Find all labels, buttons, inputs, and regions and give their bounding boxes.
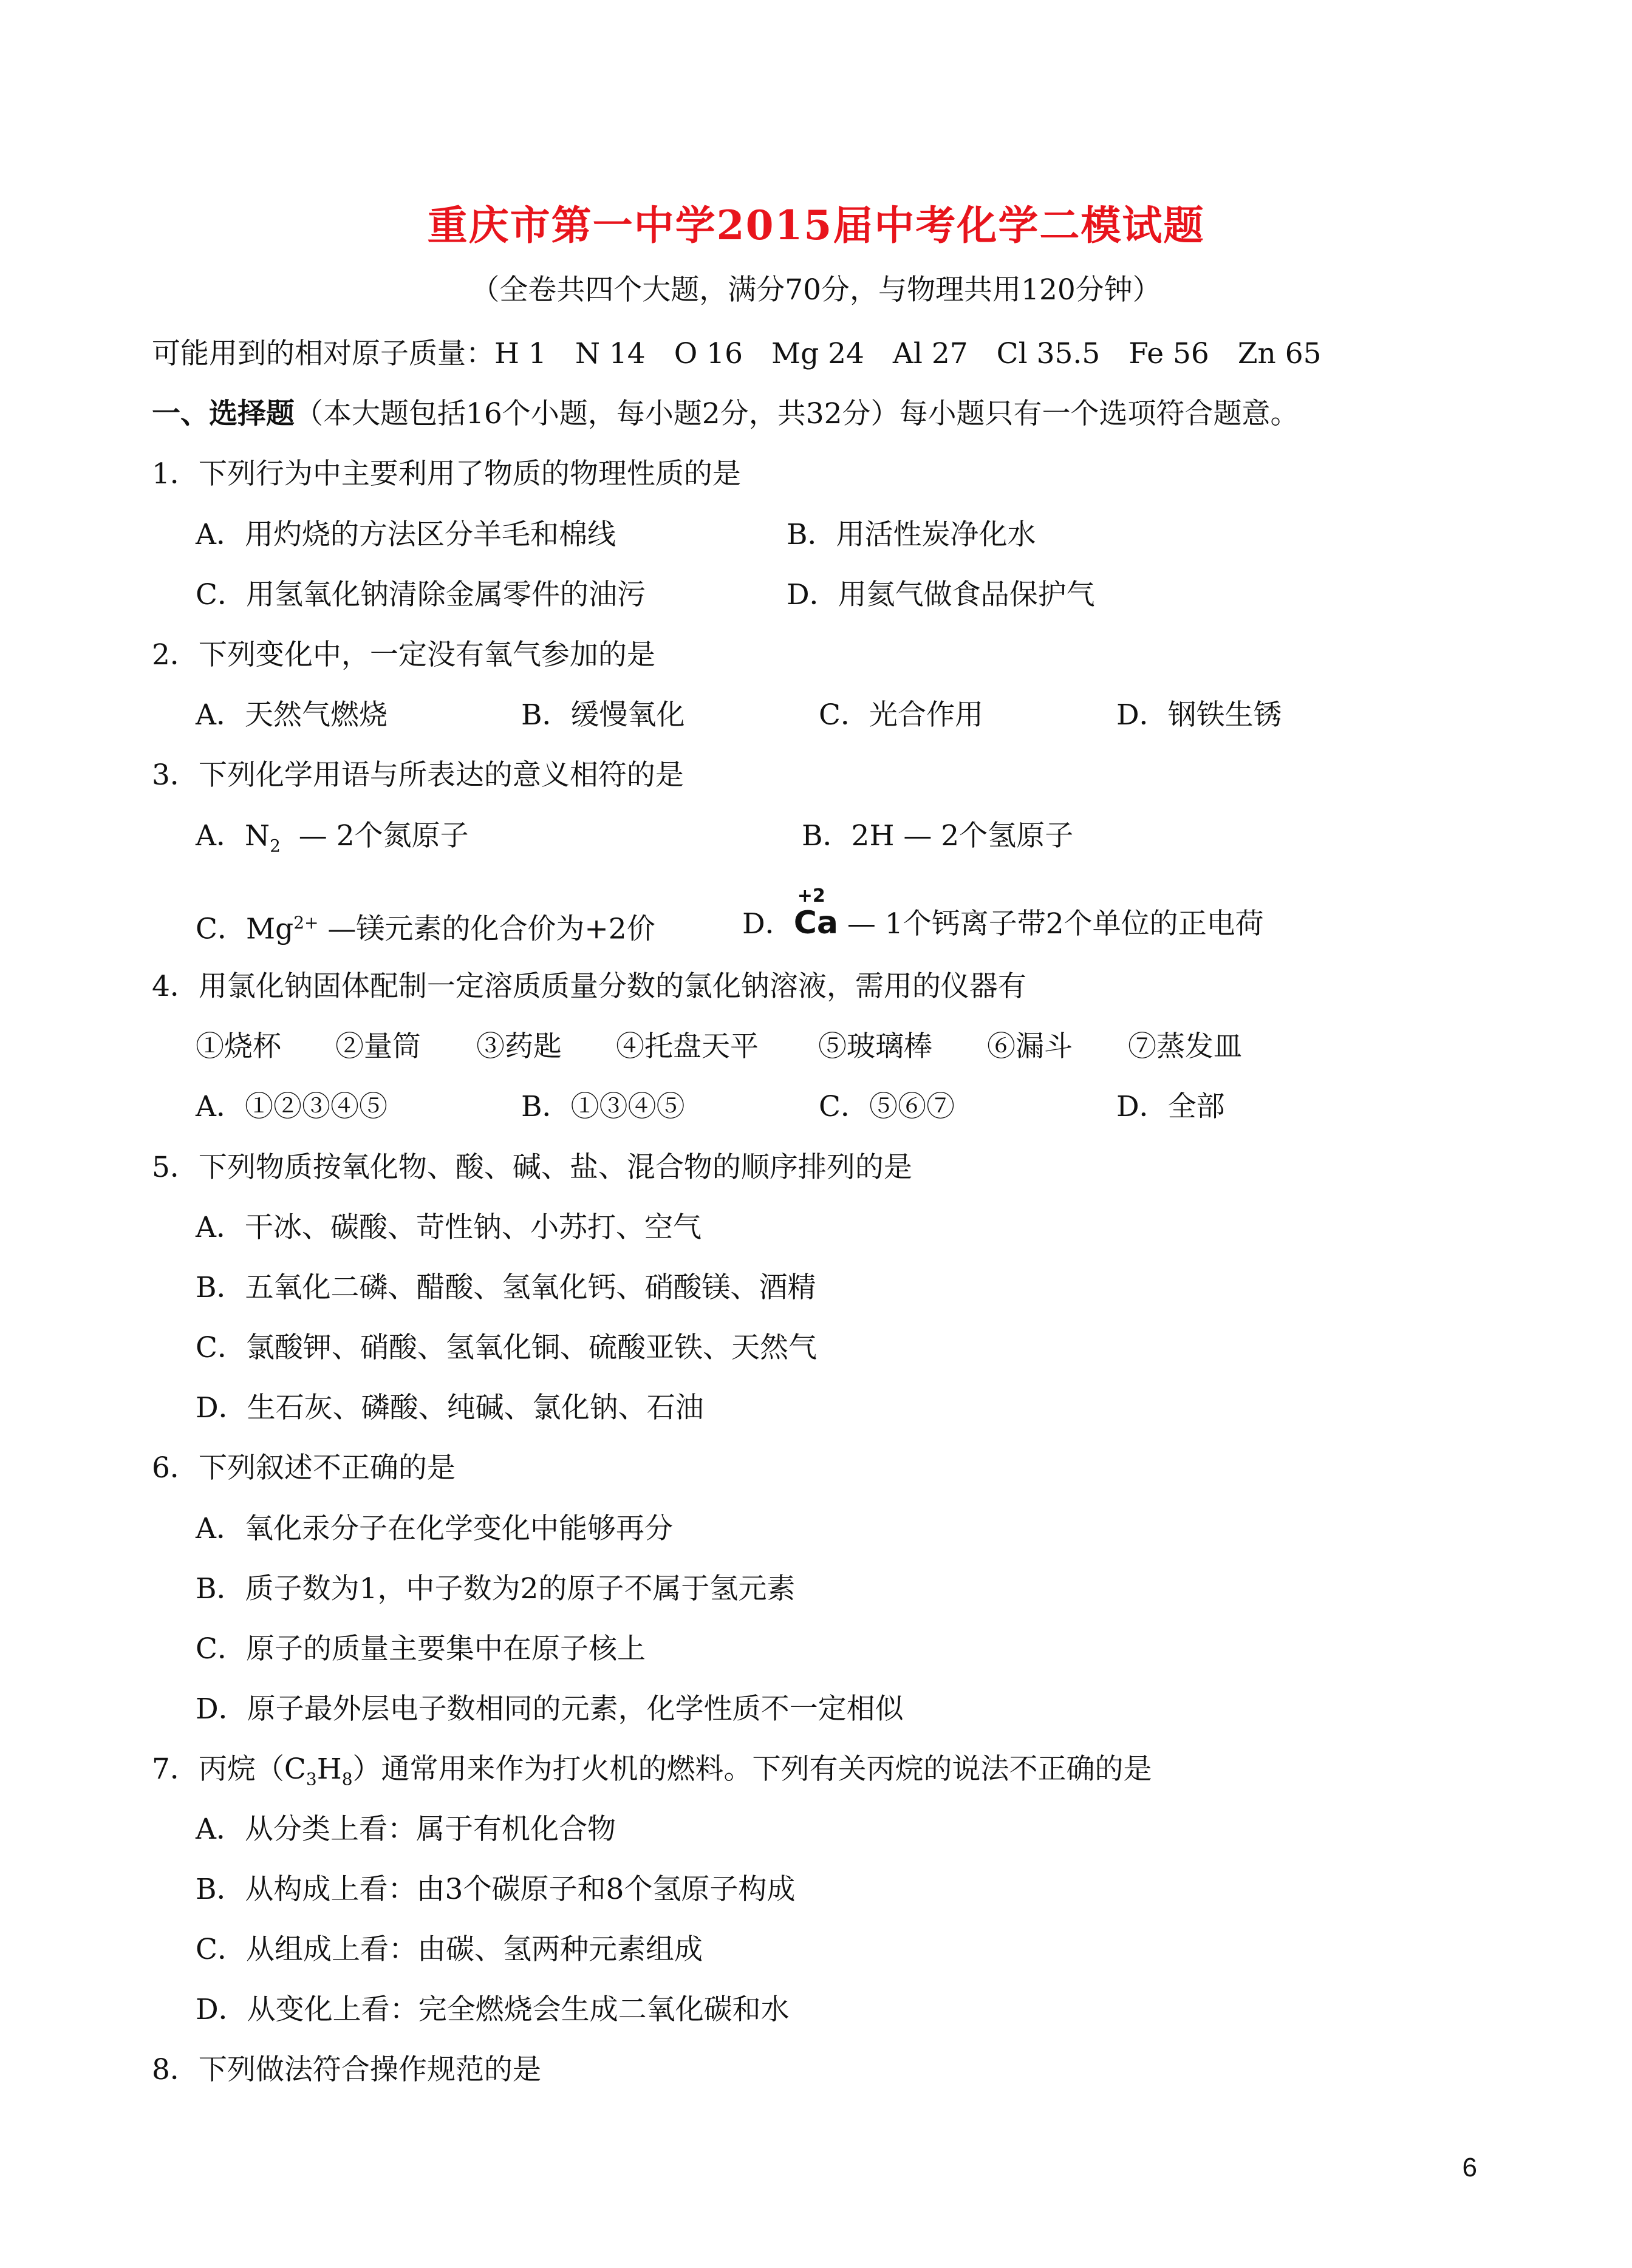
q7-stem-start: 7．丙烷（C bbox=[152, 1752, 306, 1786]
q2-option-d: D．钢铁生锈 bbox=[1116, 698, 1282, 732]
q5-option-c: C．氯酸钾、硝酸、氢氧化铜、硫酸亚铁、天然气 bbox=[196, 1331, 817, 1364]
q3-option-a bbox=[196, 818, 469, 864]
instrument-item: ⑤玻璃棒 bbox=[818, 1030, 932, 1063]
q3-d-label: D． bbox=[742, 907, 794, 941]
q7-option-b: B．从构成上看：由3个碳原子和8个氢原子构成 bbox=[196, 1873, 796, 1906]
instrument-item: ②量筒 bbox=[335, 1030, 421, 1063]
q1-option-b: B．用活性炭净化水 bbox=[787, 518, 1036, 551]
section1-heading: 一、选择题 bbox=[152, 397, 295, 431]
q7-stem-end: ）通常用来作为打火机的燃料。下列有关丙烷的说法不正确的是 bbox=[352, 1752, 1152, 1786]
q4-option-d: D．全部 bbox=[1116, 1090, 1225, 1123]
q7-option-a: A．从分类上看：属于有机化合物 bbox=[196, 1813, 616, 1846]
q2-option-c: C．光合作用 bbox=[819, 698, 983, 732]
instrument-item: ④托盘天平 bbox=[616, 1030, 759, 1063]
q7-option-d: D．从变化上看：完全燃烧会生成二氧化碳和水 bbox=[196, 1993, 790, 2026]
q5-stem: 5．下列物质按氧化物、酸、碱、盐、混合物的顺序排列的是 bbox=[152, 1151, 912, 1184]
q3-option-d bbox=[742, 885, 1264, 942]
calcium-symbol: Ca bbox=[793, 905, 838, 941]
q6-option-d: D．原子最外层电子数相同的元素，化学性质不一定相似 bbox=[196, 1692, 904, 1726]
q3-c-symbol: C．Mg bbox=[196, 912, 294, 946]
q3-c-meaning: —镁元素的化合价为+2价 bbox=[327, 912, 655, 946]
q3-a-subscript: 2 bbox=[270, 836, 281, 856]
q7-subscript-h: 8 bbox=[341, 1769, 353, 1790]
q6-stem: 6．下列叙述不正确的是 bbox=[152, 1451, 456, 1485]
section1-desc: （本大题包括16个小题，每小题2分，共32分）每小题只有一个选项符合题意。 bbox=[295, 397, 1299, 431]
q2-stem: 2．下列变化中，一定没有氧气参加的是 bbox=[152, 638, 655, 672]
q3-stem: 3．下列化学用语与所表达的意义相符的是 bbox=[152, 758, 684, 792]
exam-title: 重庆市第一中学2015届中考化学二模试题 bbox=[427, 202, 1205, 249]
valence-mark: +2 bbox=[797, 885, 825, 907]
q1-option-a: A．用灼烧的方法区分羊毛和棉线 bbox=[196, 518, 616, 551]
q3-option-b: B．2H — 2个氢原子 bbox=[802, 819, 1074, 853]
q4-option-a: A．①②③④⑤ bbox=[196, 1090, 388, 1123]
q1-option-c: C．用氢氧化钠清除金属零件的油污 bbox=[196, 578, 646, 611]
q8-stem: 8．下列做法符合操作规范的是 bbox=[152, 2053, 541, 2086]
q3-a-meaning: — 2个氮原子 bbox=[298, 819, 469, 853]
q7-stem-h: H bbox=[316, 1752, 342, 1786]
instrument-item: ⑥漏斗 bbox=[987, 1030, 1073, 1063]
instrument-item: ③药匙 bbox=[476, 1030, 562, 1063]
calcium-valence-symbol bbox=[793, 885, 838, 941]
q5-option-b: B．五氧化二磷、醋酸、氢氧化钙、硝酸镁、酒精 bbox=[196, 1271, 816, 1304]
q1-stem: 1．下列行为中主要利用了物质的物理性质的是 bbox=[152, 457, 741, 491]
q5-option-a: A．干冰、碳酸、苛性钠、小苏打、空气 bbox=[196, 1211, 702, 1244]
q7-stem bbox=[152, 1751, 1152, 1797]
q3-a-symbol: A．N bbox=[196, 819, 270, 853]
exam-subtitle: （全卷共四个大题，满分70分，与物理共用120分钟） bbox=[471, 273, 1161, 307]
q1-option-d: D．用氦气做食品保护气 bbox=[787, 578, 1095, 611]
q4-option-c: C．⑤⑥⑦ bbox=[819, 1090, 955, 1123]
page-number: 6 bbox=[1462, 2153, 1477, 2182]
section1-header bbox=[152, 396, 1299, 432]
q2-option-a: A．天然气燃烧 bbox=[196, 698, 388, 732]
q3-option-c bbox=[196, 905, 655, 948]
instrument-item: ①烧杯 bbox=[196, 1030, 281, 1063]
q7-option-c: C．从组成上看：由碳、氢两种元素组成 bbox=[196, 1933, 703, 1966]
q4-stem: 4．用氯化钠固体配制一定溶质质量分数的氯化钠溶液，需用的仪器有 bbox=[152, 970, 1026, 1003]
q6-option-b: B．质子数为1，中子数为2的原子不属于氢元素 bbox=[196, 1572, 796, 1606]
q5-option-d: D．生石灰、磷酸、纯碱、氯化钠、石油 bbox=[196, 1391, 704, 1425]
q6-option-c: C．原子的质量主要集中在原子核上 bbox=[196, 1632, 646, 1666]
instrument-item: ⑦蒸发皿 bbox=[1128, 1030, 1242, 1063]
q6-option-a: A．氧化汞分子在化学变化中能够再分 bbox=[196, 1512, 673, 1545]
q7-subscript-c: 3 bbox=[306, 1769, 317, 1790]
q3-c-superscript: 2+ bbox=[293, 913, 319, 933]
q3-d-meaning: — 1个钙离子带2个单位的正电荷 bbox=[847, 907, 1264, 941]
q4-option-b: B．①③④⑤ bbox=[521, 1090, 685, 1123]
q2-option-b: B．缓慢氧化 bbox=[521, 698, 685, 732]
atomic-masses: 可能用到的相对原子质量：H 1 N 14 O 16 Mg 24 Al 27 Cl 35.5 Fe 56 Zn 65 bbox=[152, 337, 1322, 370]
